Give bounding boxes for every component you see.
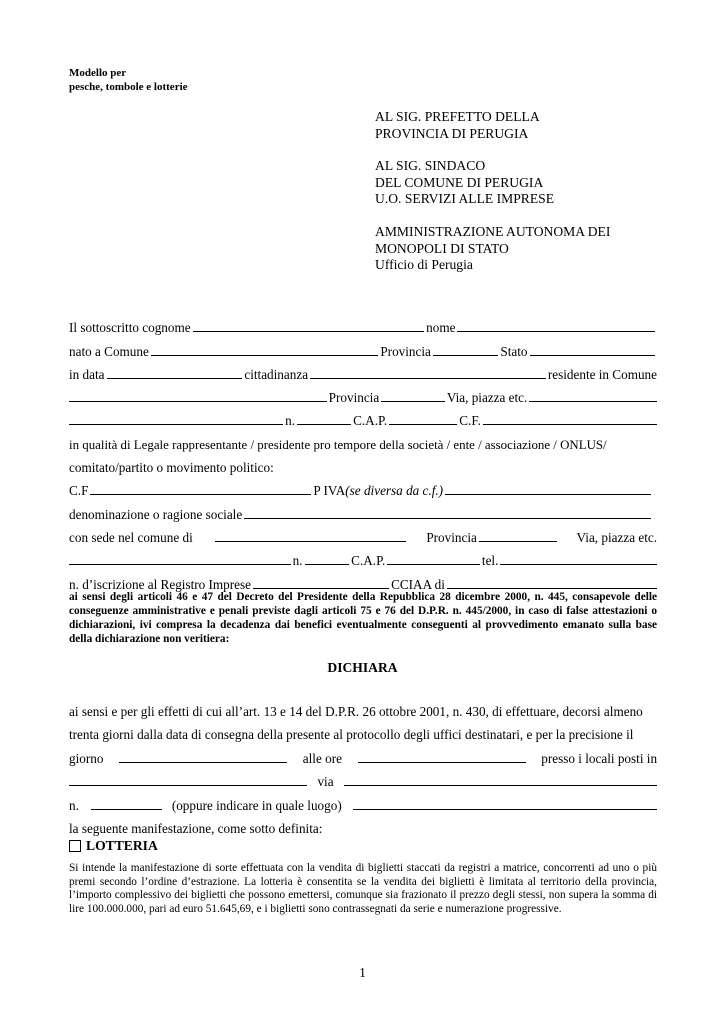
declaration-paragraph: ai sensi degli articoli 46 e 47 del Decreto del Presidente della Repubblica 28 dicembre 2000, n. 445, consapevole delle conseguenze amministrative e penali previste dagli articoli 75 e 76 del D.P.R. n. 445/2000, in caso di false attestazioni o dichiarazioni, ivi compresa la decadenza dai benefici eventualmente conseguenti al provvedimento emanato sulla base della dichiarazione non veritiera:: [69, 591, 657, 645]
applicant-form: [69, 313, 657, 593]
field-sede-via[interactable]: [69, 564, 291, 565]
body-text: trenta giorni dalla data di consegna della presente al protocollo degli uffici destinatari, e per la precisione il: [69, 727, 634, 742]
lotteria-option[interactable]: [69, 838, 158, 854]
body-text: ai sensi e per gli effetti di cui all’art. 13 e 14 del D.P.R. 26 ottobre 2001, n. 430, di effettuare, decorsi almeno: [69, 703, 643, 719]
page-number: 1: [359, 965, 366, 980]
row-data-cittadinanza: [69, 360, 657, 383]
field-cf-ente[interactable]: [90, 494, 311, 495]
row-body-2: [69, 720, 657, 744]
event-details: [69, 696, 657, 837]
recipients-block: [375, 109, 610, 290]
recipient-line: AL SIG. SINDACO: [375, 158, 486, 174]
label-iscrizione: n. d’iscrizione al Registro Imprese: [69, 576, 252, 592]
row-name: [69, 313, 657, 336]
row-residenza: [69, 383, 657, 406]
field-cciaa[interactable]: [447, 588, 657, 589]
recipient-line: AMMINISTRAZIONE AUTONOMA DEI: [375, 223, 611, 239]
row-comitato: [69, 453, 657, 476]
field-iscrizione[interactable]: [253, 588, 389, 589]
field-data-nascita[interactable]: [107, 378, 243, 379]
label-nome: nome: [426, 320, 456, 336]
recipient-line: DEL COMUNE DI PERUGIA: [375, 174, 544, 190]
field-denominazione[interactable]: [244, 518, 651, 519]
label-presso: presso i locali posti in: [541, 750, 658, 766]
form-header: [69, 66, 188, 94]
lotteria-label: LOTTERIA: [86, 838, 158, 853]
label-giorno: giorno: [69, 750, 104, 766]
field-ore[interactable]: [358, 762, 526, 763]
field-via-luogo[interactable]: [344, 785, 657, 786]
label-residente: residente in Comune: [547, 366, 657, 382]
field-sede-cap[interactable]: [387, 564, 480, 565]
label-via-piazza: Via, piazza etc.: [576, 529, 658, 545]
label-nato-comune: nato a Comune: [69, 343, 149, 359]
label-qualita: in qualità di Legale rappresentante / presidente pro tempore della società / ente / associazione / ONLUS/: [69, 437, 607, 452]
field-telefono[interactable]: [500, 564, 657, 565]
label-piva: P IVA: [313, 483, 346, 499]
label-provincia: Provincia: [380, 343, 431, 359]
lotteria-description: Si intende la manifestazione di sorte effettuata con la vendita di biglietti staccati da registri a matrice, concorrenti ad uno o più premi secondo l’ordine d’estrazione. La lotteria è consentita se la vendita dei biglietti è limitata al territorio della provincia, l’importo complessivo dei biglietti che possono emettersi, comunque sia frazionato il prezzo degli stessi, non supera la somma di lire 100.000.000, pari ad euro 51.645,69, e i biglietti sono contrassegnati da serie e numerazione progressive.: [69, 862, 657, 915]
label-in-data: in data: [69, 366, 105, 382]
label-piva-note: (se diversa da c.f.): [345, 483, 444, 499]
label-cf: C.F.: [459, 413, 481, 429]
field-provincia-residenza[interactable]: [381, 401, 445, 402]
row-birth: [69, 336, 657, 359]
field-via-residenza-cont[interactable]: [69, 424, 283, 425]
recipient-line: Ufficio di Perugia: [375, 257, 473, 273]
field-sede-comune[interactable]: [215, 541, 407, 542]
header-line-1: Modello per: [69, 67, 127, 79]
row-sede: [69, 523, 657, 546]
label-cap: C.A.P.: [351, 553, 386, 569]
field-stato[interactable]: [530, 355, 656, 356]
field-nato-comune[interactable]: [151, 355, 379, 356]
label-provincia: Provincia: [328, 390, 380, 406]
label-cap: C.A.P.: [353, 413, 388, 429]
lotteria-checkbox[interactable]: [69, 840, 81, 852]
label-cognome: Il sottoscritto cognome: [69, 320, 191, 336]
recipient-sindaco: [375, 158, 610, 208]
field-provincia-nascita[interactable]: [433, 355, 499, 356]
field-luogo-alternativo[interactable]: [353, 809, 657, 810]
field-numero-luogo[interactable]: [91, 809, 163, 810]
field-via-residenza[interactable]: [529, 401, 657, 402]
field-cap[interactable]: [389, 424, 457, 425]
row-qualita: [69, 429, 657, 452]
field-codice-fiscale[interactable]: [483, 424, 657, 425]
field-cognome[interactable]: [193, 331, 425, 332]
field-piva[interactable]: [445, 494, 651, 495]
label-numero: n.: [285, 413, 295, 429]
row-cf-piva: [69, 476, 657, 499]
row-body-1: [69, 696, 657, 720]
recipient-line: PROVINCIA DI PERUGIA: [375, 125, 529, 141]
row-via: [69, 767, 657, 791]
label-sede-comune: con sede nel comune di: [69, 529, 193, 545]
recipient-line: U.O. SERVIZI ALLE IMPRESE: [375, 191, 555, 207]
label-provincia: Provincia: [426, 529, 477, 545]
label-denominazione: denominazione o ragione sociale: [69, 506, 243, 522]
field-sede-numero[interactable]: [305, 564, 350, 565]
row-manifestazione: [69, 814, 657, 838]
label-cittadinanza: cittadinanza: [244, 366, 309, 382]
row-sede-numero: [69, 546, 657, 569]
label-stato: Stato: [500, 343, 528, 359]
label-numero: n.: [292, 553, 303, 569]
field-sede-provincia[interactable]: [479, 541, 557, 542]
field-numero-civico[interactable]: [297, 424, 351, 425]
label-tel: tel.: [481, 553, 499, 569]
recipient-monopoli: [375, 224, 610, 274]
label-cf-ente: C.F: [69, 483, 89, 499]
label-via: via: [317, 774, 334, 789]
field-comune-residenza[interactable]: [69, 401, 327, 402]
recipient-line: AL SIG. PREFETTO DELLA: [375, 109, 540, 124]
field-cittadinanza[interactable]: [310, 378, 546, 379]
label-oppure: (oppure indicare in quale luogo): [171, 797, 342, 813]
recipient-prefetto: [375, 109, 610, 142]
row-numero-luogo: [69, 790, 657, 814]
field-luogo[interactable]: [69, 785, 307, 786]
field-giorno[interactable]: [119, 762, 287, 763]
label-cciaa: CCIAA di: [391, 576, 445, 592]
label-manifestazione: la seguente manifestazione, come sotto definita:: [69, 821, 323, 836]
row-denominazione: [69, 499, 657, 522]
label-comitato: comitato/partito o movimento politico:: [69, 460, 274, 476]
label-alle-ore: alle ore: [302, 750, 342, 766]
dichiara-heading: DICHIARA: [327, 660, 398, 675]
recipient-line: MONOPOLI DI STATO: [375, 240, 509, 256]
row-giorno: [69, 743, 657, 767]
header-line-2: pesche, tombole e lotterie: [69, 81, 188, 93]
label-numero: n.: [69, 797, 79, 813]
field-nome[interactable]: [457, 331, 655, 332]
label-via-piazza: Via, piazza etc.: [446, 390, 528, 406]
row-numero-cap-cf: [69, 406, 657, 429]
